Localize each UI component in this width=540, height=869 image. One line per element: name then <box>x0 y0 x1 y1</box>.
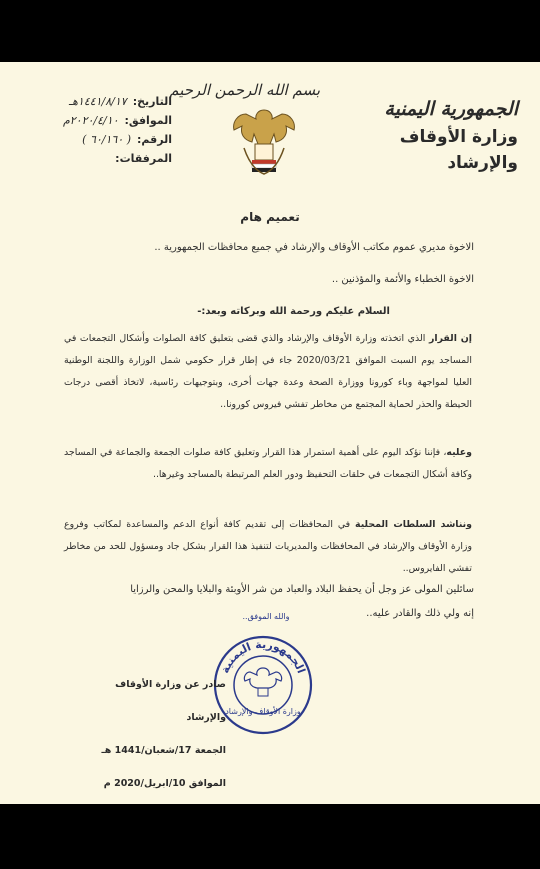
meta-value: ١٤٤١/٨/١٧هـ <box>68 95 127 108</box>
meta-label: المرفقات: <box>115 152 172 165</box>
address-line-2: الاخوة الخطباء والأئمة والمؤذنين .. <box>331 274 474 285</box>
paragraph-3 <box>64 514 472 580</box>
signature-block <box>76 668 226 800</box>
country-name: الجمهورية اليمنية <box>384 98 518 120</box>
meta-number <box>22 130 172 149</box>
paragraph-2 <box>64 442 472 486</box>
address-line-1: الاخوة مديري عموم مكاتب الأوقاف والإرشاد في جميع محافظات الجمهورية .. <box>154 242 474 253</box>
paragraph-text: ، فإننا نؤكد اليوم على أهمية استمرار هذا القرار وتعليق كافة صلوات الجمعة والجماعة في المساجد وكافة أشكال التجمعات في حلقات التحفيظ ودور العلم المرتبطة بالمساجد وغيرها.. <box>64 447 472 480</box>
paragraph-1 <box>64 328 472 416</box>
yemen-emblem-icon <box>228 104 300 180</box>
meta-corresponding <box>22 111 172 130</box>
paragraph-lead: ونناشد السلطات المحلية <box>355 519 472 530</box>
meta-value: ( ٦٠/١٦٠ ) <box>82 133 132 146</box>
greeting: السلام عليكم ورحمة الله وبركاته وبعد:- <box>197 306 390 317</box>
gregorian-date-line: الموافق 10/ابريل/2020 م <box>103 778 226 789</box>
closing-line-2: إنه ولي ذلك والقادر عليه.. <box>366 608 474 619</box>
closing-line-1: سائلين المولى عز وجل أن يحفظ البلاد والعباد من شر الأوبئة والبلايا والمحن والرزايا <box>130 584 474 595</box>
meta-date <box>22 92 172 111</box>
document-page <box>0 62 540 804</box>
ministry-name: وزارة الأوقاف والإرشاد <box>399 127 518 173</box>
meta-label: التاريخ: <box>132 95 172 108</box>
official-stamp-icon <box>212 634 314 736</box>
stamp-inner-text: وزارة الأوقاف والإرشاد <box>225 707 301 716</box>
letterhead-right <box>368 96 518 176</box>
meta-attachments <box>22 149 172 168</box>
paragraph-lead: وعليه <box>446 447 472 458</box>
paragraph-text: في المحافظات إلى تقديم كافة أنواع الدعم والمساعدة لمكاتب وفروع وزارة الأوقاف والإرشاد في المحافظات والمديريات لتنفيذ هذا القرار بشكل جاد ومسؤول للحد من مخاطر تفشي الفايروس.. <box>64 519 472 574</box>
paragraph-lead: إن القرار <box>428 333 472 344</box>
meta-label: الرقم: <box>137 133 172 146</box>
stamp-outer-text: الجمهورية اليمنية <box>218 637 308 676</box>
meta-label: الموافق: <box>124 114 172 127</box>
meta-value: ٢٠٢٠/٤/١٠م <box>62 114 119 127</box>
issuer-line: صادر عن وزارة الأوقاف والإرشاد <box>115 679 226 723</box>
basmala: بسم الله الرحمن الرحيم <box>169 81 320 99</box>
paragraph-text: الذي اتخذته وزارة الأوقاف والإرشاد والذي قضى بتعليق كافة الصلوات وأشكال التجمعات في المساجد يوم السبت الموافق 2020/03/21 جاء في إطار قرار حكومي شمل الوزارة واللجنة الوطنية العليا لمواجهة وباء كورونا ووزارة الصحة وعدة جهات أخرى، وبتوجيهات رئاسية، لاتخاذ أقصى درجات الحيطة والحذر لحماية المجتمع من مخاطر تفشي فيروس كورونا.. <box>64 333 473 410</box>
document-title: تعميم هام <box>240 210 300 224</box>
hijri-date-line: الجمعة 17/شعبان/1441 هـ <box>101 745 226 756</box>
letterhead-meta <box>22 92 172 168</box>
stamp-caption: والله الموفق.. <box>242 612 290 621</box>
